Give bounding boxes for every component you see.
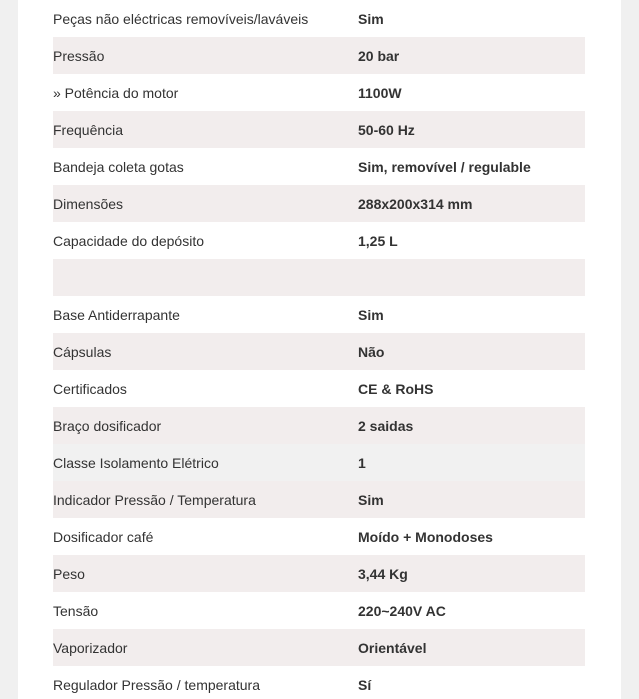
spec-label: Indicador Pressão / Temperatura xyxy=(53,491,256,508)
table-row xyxy=(53,666,585,699)
spec-label: Pressão xyxy=(53,47,105,64)
spec-label: Braço dosificador xyxy=(53,417,162,434)
spec-label: Dosificador café xyxy=(53,528,154,545)
spec-label: Frequência xyxy=(53,121,124,138)
spec-value: 288x200x314 mm xyxy=(358,195,473,212)
specifications-table xyxy=(53,0,585,699)
spec-value: Moído + Monodoses xyxy=(358,528,493,545)
spec-label: Cápsulas xyxy=(53,343,112,360)
spec-label: Tensão xyxy=(53,602,99,619)
spec-value: Sim xyxy=(358,491,384,508)
table-row xyxy=(53,296,585,333)
spec-label: Bandeja coleta gotas xyxy=(53,158,184,175)
table-row xyxy=(53,629,585,666)
table-row xyxy=(53,518,585,555)
spec-value: 3,44 Kg xyxy=(358,565,408,582)
table-row xyxy=(53,37,585,74)
table-row xyxy=(53,111,585,148)
spec-label: Regulador Pressão / temperatura xyxy=(53,676,260,693)
spec-value: 1100W xyxy=(358,84,402,101)
table-row xyxy=(53,481,585,518)
spec-value: Sim, removível / regulable xyxy=(358,158,531,175)
spec-label: Peças não eléctricas removíveis/laváveis xyxy=(53,10,309,27)
spec-label: Capacidade do depósito xyxy=(53,232,205,249)
spec-value: 2 saidas xyxy=(358,417,414,434)
spec-label: Peso xyxy=(53,565,85,582)
table-row xyxy=(53,407,585,444)
table-row xyxy=(53,592,585,629)
table-row xyxy=(53,333,585,370)
table-row xyxy=(53,185,585,222)
table-row xyxy=(53,444,585,481)
table-row xyxy=(53,74,585,111)
spec-label: Base Antiderrapante xyxy=(53,306,180,323)
spec-value: 1,25 L xyxy=(358,232,398,249)
table-row xyxy=(53,370,585,407)
spec-value: Sim xyxy=(358,10,384,27)
spec-value: Sim xyxy=(358,306,384,323)
spec-value: 1 xyxy=(358,454,366,471)
spec-label: Certificados xyxy=(53,380,127,397)
spec-value: Orientável xyxy=(358,639,427,656)
table-row xyxy=(53,0,585,37)
spec-label: Vaporizador xyxy=(53,639,128,656)
table-row xyxy=(53,555,585,592)
spec-label: Dimensões xyxy=(53,195,124,212)
table-row xyxy=(53,148,585,185)
spec-value: CE & RoHS xyxy=(358,380,434,397)
spec-value: 20 bar xyxy=(358,47,400,64)
spec-value: Não xyxy=(358,343,385,360)
spec-label: Classe Isolamento Elétrico xyxy=(53,454,219,471)
spec-value: 220~240V AC xyxy=(358,602,446,619)
spec-value: Sí xyxy=(358,676,372,693)
table-row-empty xyxy=(53,259,585,296)
spec-label: » Potência do motor xyxy=(53,84,179,101)
spec-value: 50-60 Hz xyxy=(358,121,415,138)
table-row xyxy=(53,222,585,259)
product-page xyxy=(18,0,621,699)
